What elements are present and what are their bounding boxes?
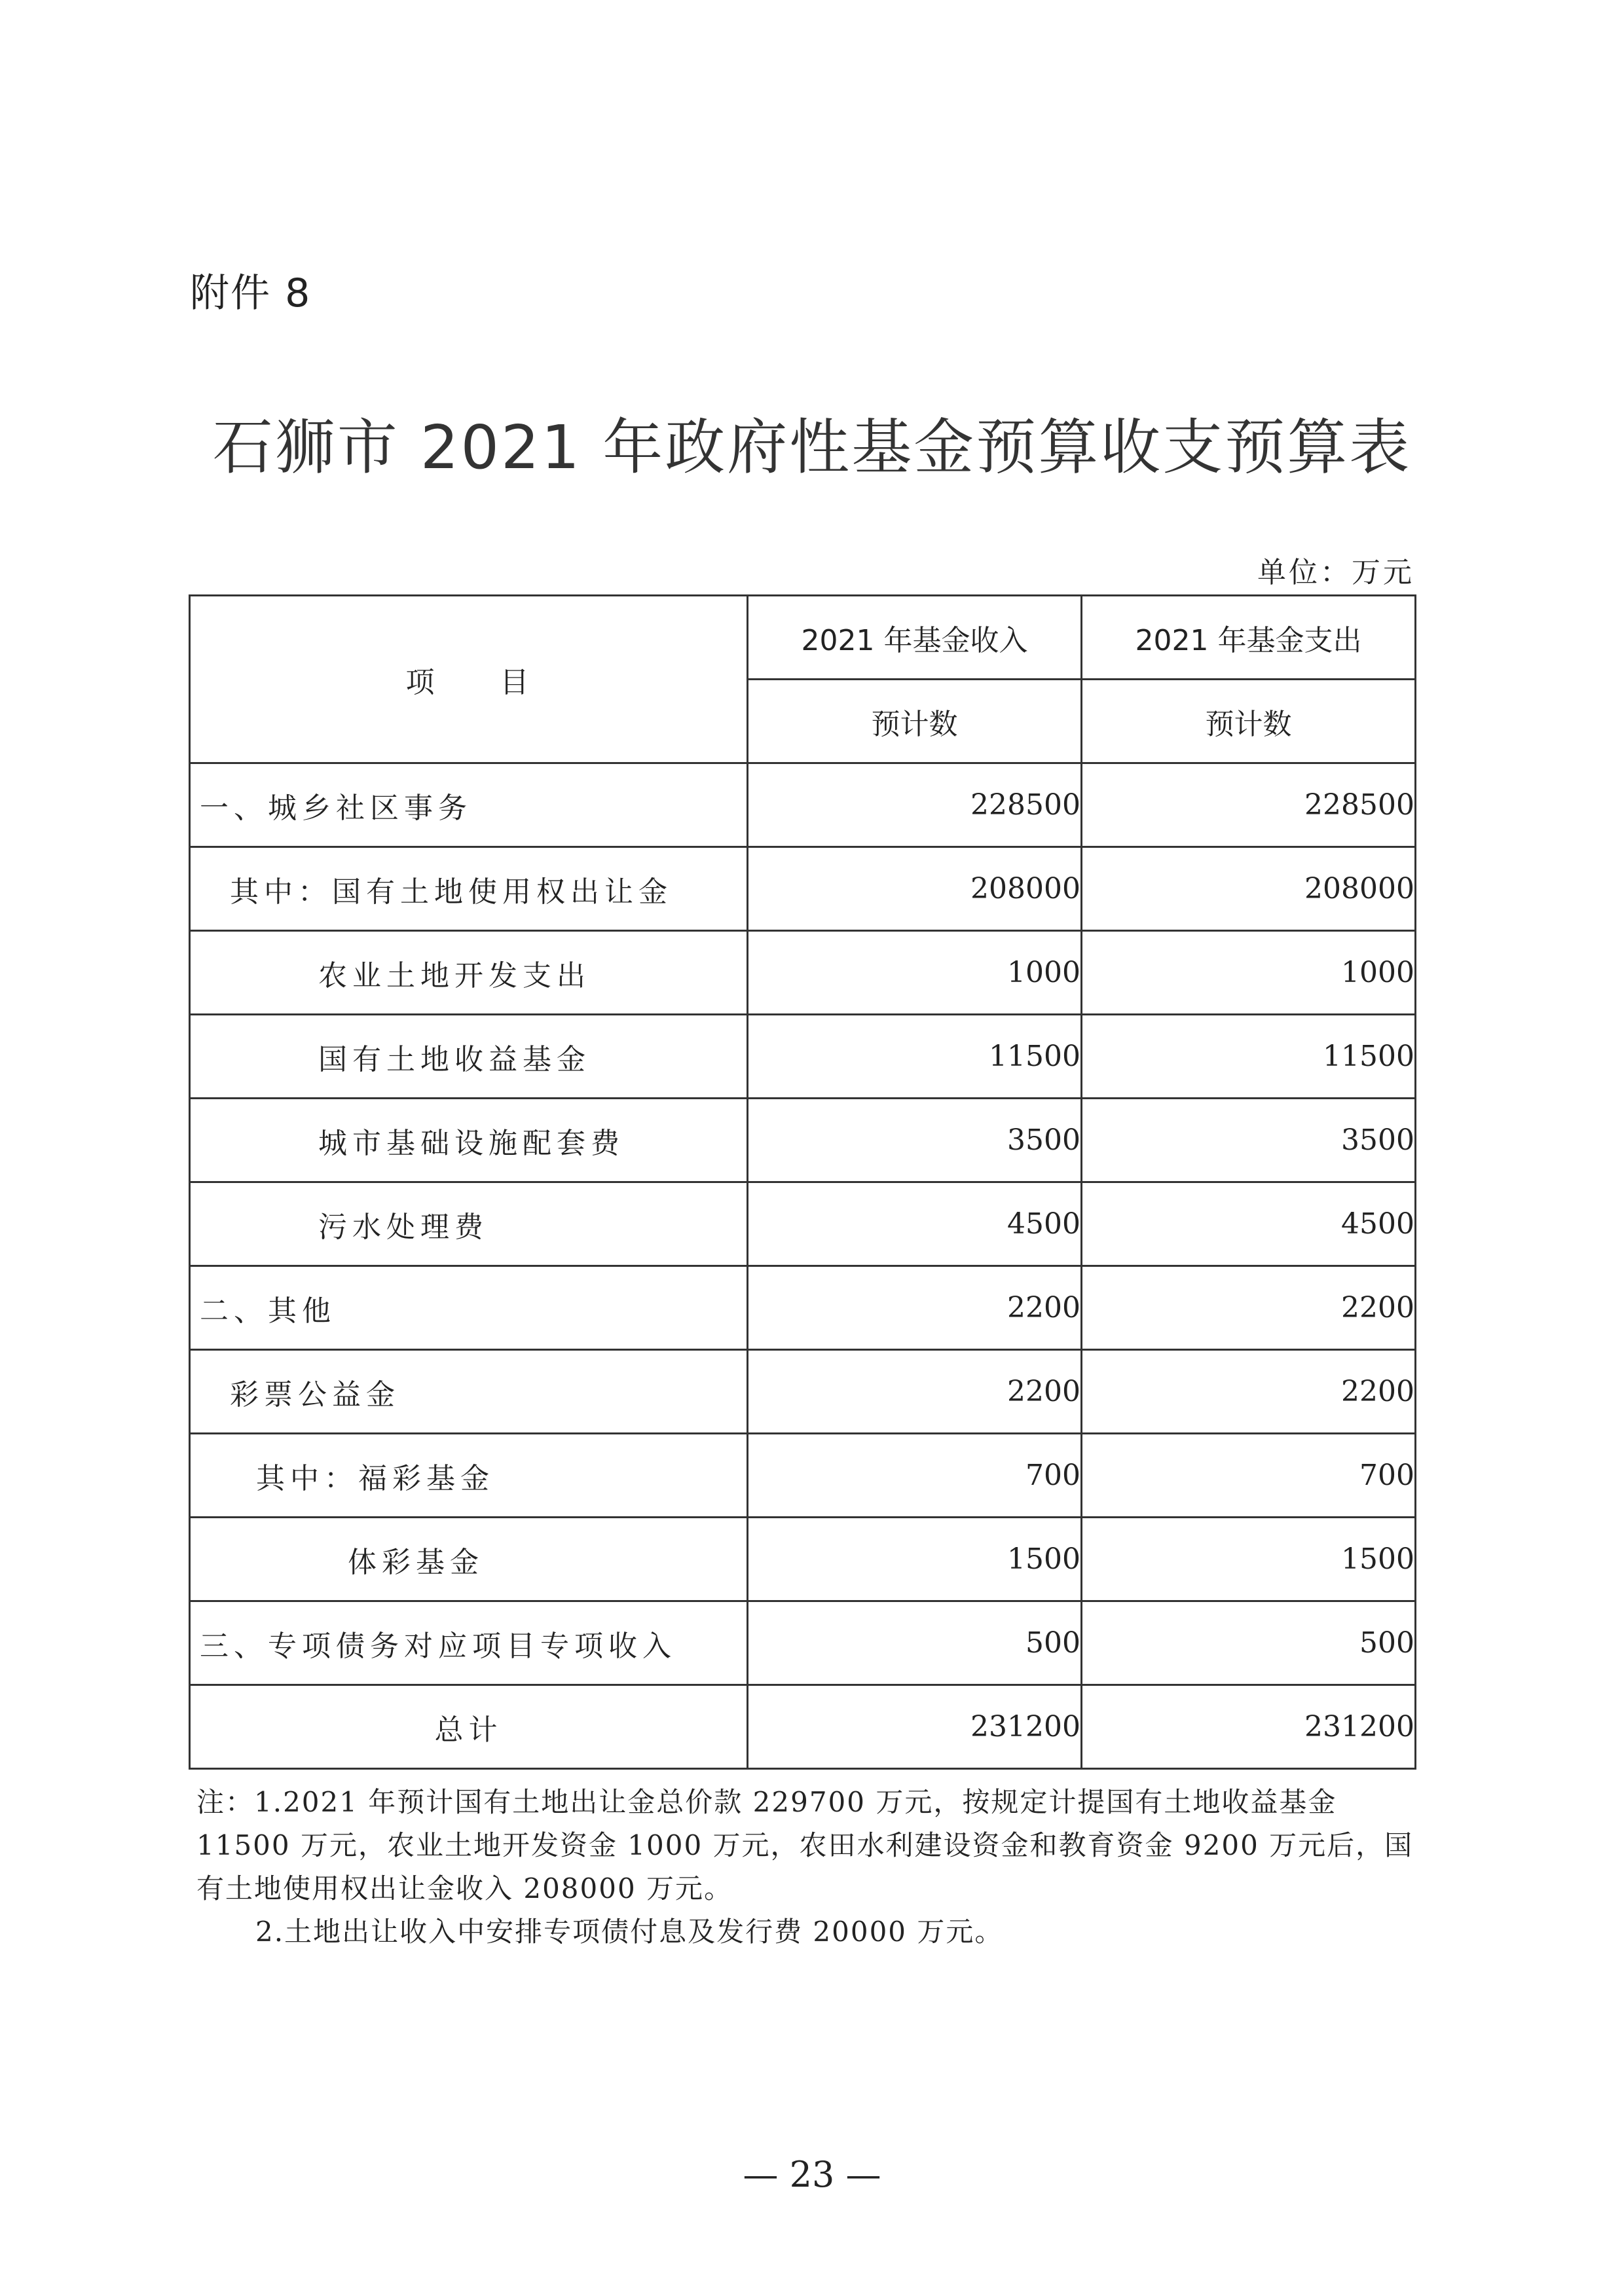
row-expense: 11500 bbox=[1082, 1015, 1416, 1099]
table-row bbox=[190, 1266, 1416, 1350]
subheader-income: 预计数 bbox=[748, 680, 1082, 763]
row-expense: 228500 bbox=[1082, 763, 1416, 847]
header-item: 项 目 bbox=[190, 596, 748, 763]
table-row bbox=[190, 1015, 1416, 1099]
row-income: 228500 bbox=[748, 763, 1082, 847]
page-number: — 23 — bbox=[743, 2154, 881, 2195]
header-expense: 2021 年基金支出 bbox=[1082, 596, 1416, 680]
row-expense: 208000 bbox=[1082, 847, 1416, 931]
row-expense: 1000 bbox=[1082, 931, 1416, 1015]
row-label: 二、其他 bbox=[190, 1266, 748, 1350]
row-income: 3500 bbox=[748, 1099, 1082, 1182]
row-label: 彩票公益金 bbox=[190, 1350, 748, 1434]
notes bbox=[196, 1781, 1414, 1954]
row-expense: 500 bbox=[1082, 1601, 1416, 1685]
row-label: 三、专项债务对应项目专项收入 bbox=[190, 1601, 748, 1685]
table-row bbox=[190, 1434, 1416, 1518]
row-label: 其中：国有土地使用权出让金 bbox=[190, 847, 748, 931]
note-1: 注：1.2021 年预计国有土地出让金总价款 229700 万元，按规定计提国有土地收益基金 11500 万元，农业土地开发资金 1000 万元，农田水利建设资金和教育资金 9200 万元后，国有土地使用权出让金收入 208000 万元。 bbox=[196, 1786, 1414, 1904]
total-expense: 231200 bbox=[1082, 1685, 1416, 1769]
row-expense: 2200 bbox=[1082, 1266, 1416, 1350]
row-income: 1000 bbox=[748, 931, 1082, 1015]
row-expense: 4500 bbox=[1082, 1182, 1416, 1266]
table-row bbox=[190, 1518, 1416, 1601]
row-expense: 3500 bbox=[1082, 1099, 1416, 1182]
row-income: 11500 bbox=[748, 1015, 1082, 1099]
row-expense: 1500 bbox=[1082, 1518, 1416, 1601]
row-label: 其中：福彩基金 bbox=[190, 1434, 748, 1518]
table-row bbox=[190, 763, 1416, 847]
row-label: 城市基础设施配套费 bbox=[190, 1099, 748, 1182]
attachment-label: 附件 8 bbox=[190, 270, 312, 316]
table-row bbox=[190, 1182, 1416, 1266]
total-income: 231200 bbox=[748, 1685, 1082, 1769]
note-2: 2.土地出让收入中安排专项债付息及发行费 20000 万元。 bbox=[255, 1916, 1004, 1948]
table-row bbox=[190, 931, 1416, 1015]
row-label: 污水处理费 bbox=[190, 1182, 748, 1266]
total-label: 总计 bbox=[190, 1685, 748, 1769]
table-row-total bbox=[190, 1685, 1416, 1769]
document-title: 石狮市 2021 年政府性基金预算收支预算表 bbox=[212, 412, 1412, 483]
row-expense: 2200 bbox=[1082, 1350, 1416, 1434]
row-income: 208000 bbox=[748, 847, 1082, 931]
row-label: 一、城乡社区事务 bbox=[190, 763, 748, 847]
subheader-expense: 预计数 bbox=[1082, 680, 1416, 763]
unit-label: 单位：万元 bbox=[1257, 556, 1414, 589]
header-income: 2021 年基金收入 bbox=[748, 596, 1082, 680]
table-row bbox=[190, 1350, 1416, 1434]
table-row bbox=[190, 1601, 1416, 1685]
row-label: 体彩基金 bbox=[190, 1518, 748, 1601]
budget-table bbox=[189, 594, 1416, 1770]
table-row bbox=[190, 847, 1416, 931]
row-label: 国有土地收益基金 bbox=[190, 1015, 748, 1099]
row-income: 2200 bbox=[748, 1350, 1082, 1434]
table-row bbox=[190, 1099, 1416, 1182]
row-income: 4500 bbox=[748, 1182, 1082, 1266]
row-income: 700 bbox=[748, 1434, 1082, 1518]
row-income: 500 bbox=[748, 1601, 1082, 1685]
row-income: 2200 bbox=[748, 1266, 1082, 1350]
row-label: 农业土地开发支出 bbox=[190, 931, 748, 1015]
row-income: 1500 bbox=[748, 1518, 1082, 1601]
row-expense: 700 bbox=[1082, 1434, 1416, 1518]
